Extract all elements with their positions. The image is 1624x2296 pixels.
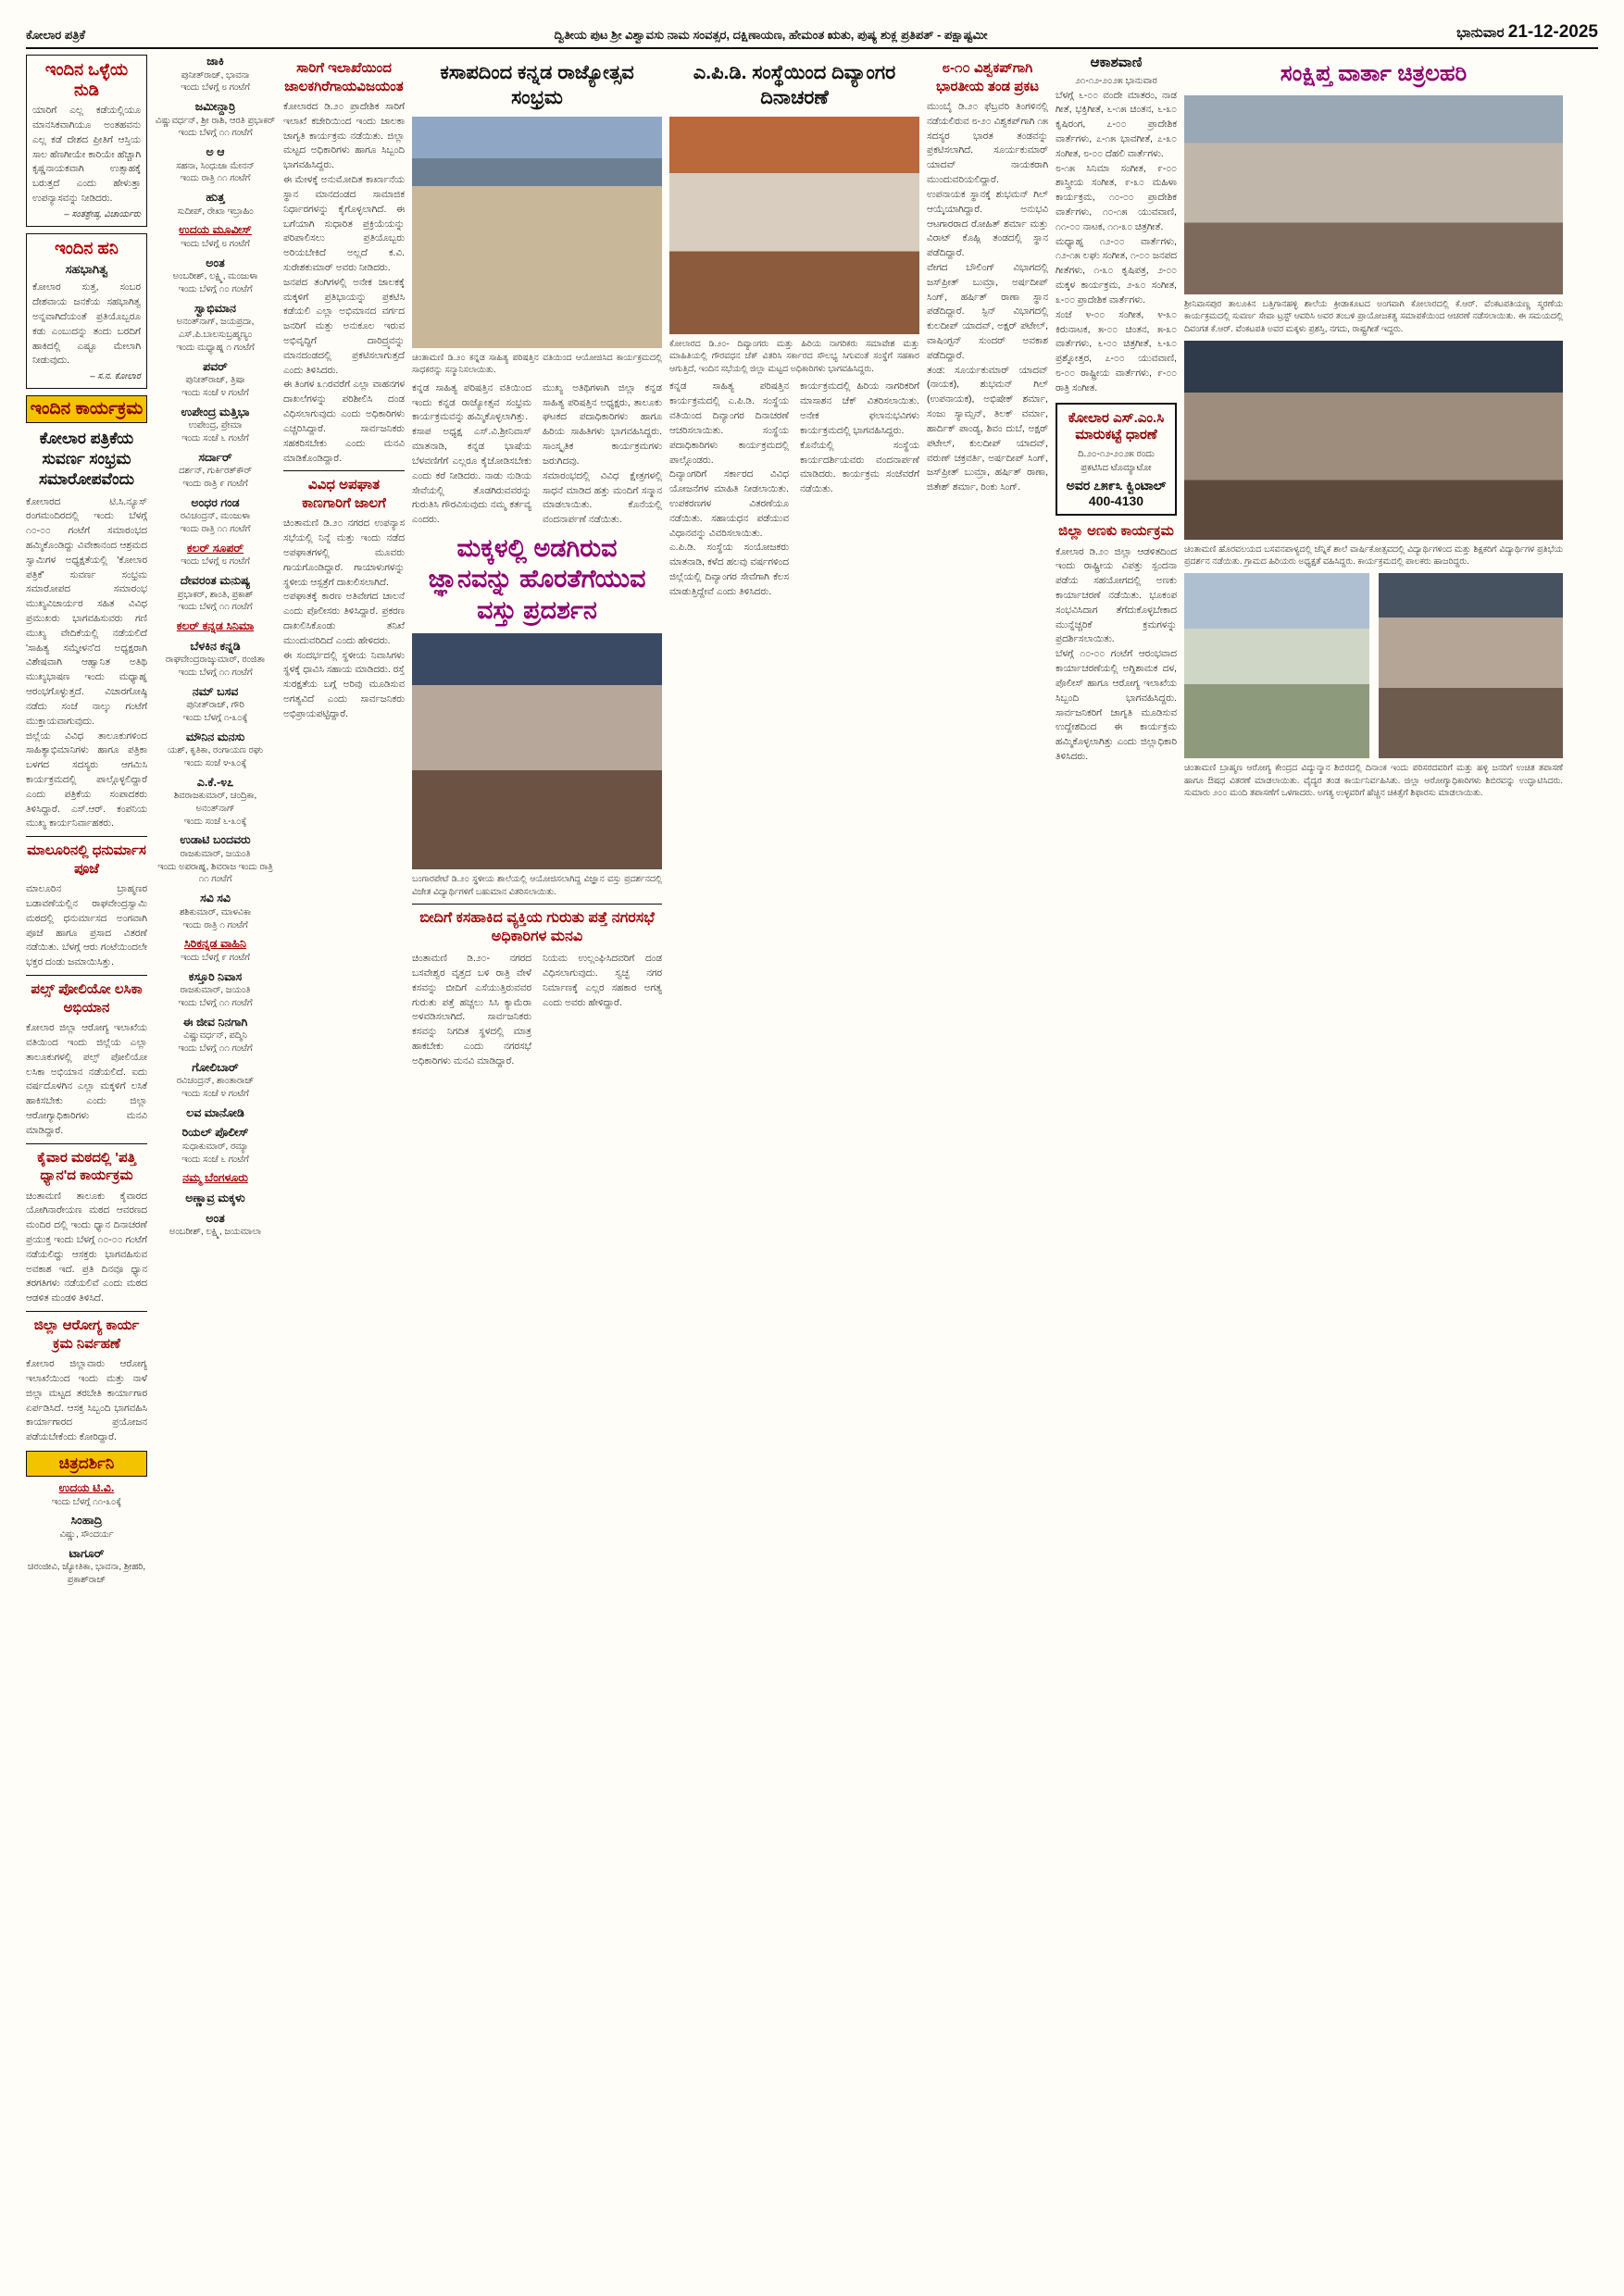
- tv-listing-name: ಕಸ್ತೂರಿ ನಿವಾಸ: [188, 969, 243, 983]
- droplet-title: ಇಂದಿನ ಹನಿ: [55, 238, 119, 257]
- transport-p2: ಈ ಮೇಳಕ್ಕೆ ಅನುಮೋದಿತ ಕಾರ್ಖಾನೆಯ ಸ್ಥಾನ ಮಾನದಂಡದ ಸಾಮಾಜಿಕ ನಿರ್ಧಾರಗಳನ್ನು ಕೈಗೊಳ್ಳಲಾಗಿದೆ. ಈ ಬಗೆಯಾಗಿ ಸುಧಾರಿತ ಪ್ರಕ್ರಿಯೆಯನ್ನು ಪರಿಪಾಲಿಸಲು ಪ್ರತಿಯೊಬ್ಬರು ಅರಿಯಬೇಕಿದೆ ಅಲ್ಲದೆ ಕ.ವಿ. ಸುರೇಶಕುಮಾರ್ ಅವರು ನೀಡಿದರು.: [283, 175, 405, 273]
- tv-listing-name: ಅಣ್ಣಾವ್ರ ಮಕ್ಕಳು: [185, 1191, 245, 1204]
- tv-listing-item: [155, 776, 276, 829]
- tv-listing-name: ಅ ಆ: [206, 145, 225, 159]
- tv-listing-name: ಸವಿ ಸವಿ: [200, 892, 231, 905]
- mock-drill-headline: ಜಿಲ್ಲಾ ಅಣಕು ಕಾರ್ಯಕ್ರಮ: [1058, 523, 1174, 540]
- tv-listing-name: ಕಲರ್ ಕನ್ನಡ ಸಿನಿಮಾ: [176, 619, 255, 632]
- tv-listing-time: ಇಂದು ಬೆಳಗ್ಗೆ ೧೧ ಗಂಟೆಗೆ: [178, 602, 253, 613]
- tv-listing-item: [155, 1192, 276, 1206]
- kaivara-title: ಕೈವಾರ ಮಠದಲ್ಲಿ 'ಪತ್ತಿ ಧ್ಯಾನ'ದ ಕಾರ್ಯಕ್ರಮ: [37, 1149, 136, 1184]
- worldcup-p1: ಮುಂಬೈ ಡಿ.೨೦ ಫೆಬ್ರವರಿ ತಿಂಗಳಿನಲ್ಲಿ ನಡೆಯಲಿರುವ ೮-೨೦ ವಿಶ್ವಕಪ್‌ಗಾಗಿ ೧೫ ಸದಸ್ಯರ ಭಾರತ ತಂಡವನ್ನು ಪ್ರಕಟಿಸಲಾಗಿದೆ. ಸೂರ್ಯಕುಮಾರ್ ಯಾದವ್ ನಾಯಕರಾಗಿ ಮುಂದುವರಿಯಲಿದ್ದಾರೆ.: [927, 102, 1048, 186]
- tv-listing-item: [155, 100, 276, 140]
- column-3: [283, 55, 405, 2258]
- tv-listing-name: ಜಮೀನ್ದಾರ್ರಿ: [194, 100, 236, 114]
- tv-listing-cast: ರವಿಚಂದ್ರನ್, ಮಂಜುಳಾ: [180, 511, 251, 522]
- garbage-headline: ಬೀದಿಗೆ ಕಸಹಾಕಿದ ವ್ಯಕ್ತಿಯ ಗುರುತು ಪತ್ತೆ ನಗರಸಭೆ ಅಧಿಕಾರಿಗಳ ಮನವಿ: [419, 909, 655, 945]
- tv-listing-cast: ಶಶಿಕುಮಾರ್, ಮಾಳವಿಕಾ: [179, 906, 252, 917]
- tv-listing-cast: ಯಶ್, ಕೃತಿಕಾ, ರಂಗಾಯಣ ರಘು: [167, 745, 264, 756]
- tv-listing-item: [155, 406, 276, 445]
- kasapa-p4: ಸಮಾರಂಭದಲ್ಲಿ ವಿವಿಧ ಕ್ಷೇತ್ರಗಳಲ್ಲಿ ಸಾಧನೆ ಮಾಡಿದ ಹತ್ತು ಮಂದಿಗೆ ಸನ್ಮಾನ ಮಾಡಲಾಯಿತು. ಕೊನೆಯಲ್ಲಿ ವಂದನಾರ್ಪಣೆ ನಡೆಯಿತು.: [543, 470, 662, 526]
- tv-listing-name: ಸ್ವಾಭಿಮಾನ: [194, 301, 236, 315]
- tv-movie-cast: ವಿಷ್ಣು, ಸೌಂದರ್ಯ: [59, 1529, 114, 1540]
- tv-listing-item: [155, 1171, 276, 1186]
- apd-headline: ಎ.ಪಿ.ಡಿ. ಸಂಸ್ಥೆಯಿಂದ ದಿವ್ಯಾಂಗರ ದಿನಾಚರಣೆ: [693, 62, 896, 109]
- masthead-right: [1456, 22, 1598, 43]
- health-program-text: ಕೋಲಾರ ಜಿಲ್ಲಾವಾರು ಆರೋಗ್ಯ ಇಲಾಖೆಯಿಂದ ಇಂದು ಮತ್ತು ನಾಳೆ ಜಿಲ್ಲಾ ಮಟ್ಟದ ತರಬೇತಿ ಕಾರ್ಯಾಗಾರ ಏರ್ಪಡಿಸಿದೆ. ಆಸಕ್ತ ಸಿಬ್ಬಂದಿ ಭಾಗವಹಿಸಿ ಕಾರ್ಯಾಗಾರದ ಪ್ರಯೋಜನ ಪಡೆಯಬೇಕೆಂದು ಕೋರಿದ್ದಾರೆ.: [26, 1359, 147, 1443]
- tv-listing-cast: ವಿಷ್ಣುವರ್ಧನ್, ಶ್ರೀ ರಾಶಿ, ಆರತಿ ಪ್ರಭಾಕರ್: [155, 115, 276, 126]
- kasapa-p1: ಕನ್ನಡ ಸಾಹಿತ್ಯ ಪರಿಷತ್ತಿನ ವತಿಯಿಂದ ಇಂದು ಕನ್ನಡ ರಾಜ್ಯೋತ್ಸವ ಸಂಭ್ರಮ ಕಾರ್ಯಕ್ರಮವನ್ನು ಹಮ್ಮಿಕೊಳ್ಳಲಾಗಿತ್ತು.: [412, 382, 531, 423]
- tv-listing-time: ಇಂದು ಬೆಳಗ್ಗೆ ೮ ಗಂಟೆಗೆ: [181, 82, 250, 94]
- garbage-p1: ಚಿಂತಾಮಣಿ ಡಿ.೨೦- ನಗರದ ಬಸವೇಶ್ವರ ವೃತ್ತದ ಬಳಿ ರಾತ್ರಿ ವೇಳೆ ಕಸವನ್ನು ಬೀದಿಗೆ ಎಸೆಯುತ್ತಿರುವವರ ಗುರುತು ಪತ್ತೆ ಹಚ್ಚಲು ಸಿಸಿ ಕ್ಯಾಮೆರಾ ಅಳವಡಿಸಲಾಗಿದೆ. ಸಾರ್ವಜನಿಕರು ಕಸವನ್ನು ನಿಗದಿತ ಸ್ಥಳದಲ್ಲಿ ಮಾತ್ರ ಹಾಕಬೇಕು ಎಂದು ನಗರಸಭೆ ಅಧಿಕಾರಿಗಳು ಮನವಿ ಮಾಡಿದ್ದಾರೆ.: [412, 954, 531, 1067]
- tv-listing-time: ಇಂದು ಸಂಜೆ ೪-೩೦ಕ್ಕೆ: [183, 758, 247, 769]
- good-word-title: ಇಂದಿನ ಒಳ್ಳೆಯ ನುಡಿ: [44, 60, 129, 99]
- gallery-photo-3: [1184, 573, 1369, 758]
- tv-listing-cast: ಅಂಬರೀಶ್, ಲಕ್ಷ್ಮಿ, ಮಂಜುಳಾ: [172, 271, 258, 282]
- kasapa-p2: ಕಸಾಪ ಅಧ್ಯಕ್ಷ ಎಸ್.ವಿ.ಶ್ರೀನಿವಾಸ್ ಮಾತನಾಡಿ, ಕನ್ನಡ ಭಾಷೆಯ ಬೆಳವಣಿಗೆಗೆ ಎಲ್ಲರೂ ಕೈಜೋಡಿಸಬೇಕು ಎಂದು ಕರೆ ನೀಡಿದರು. ನಾಡು ನುಡಿಯ ಸೇವೆಯಲ್ಲಿ ತೊಡಗಿರುವವರನ್ನು ಗುರುತಿಸಿ ಗೌರವಿಸುವುದು ನಮ್ಮ ಕರ್ತವ್ಯ ಎಂದರು.: [412, 427, 531, 526]
- maluru-pooja-text: ಮಾಲೂರಿನ ಬ್ರಾಹ್ಮಣರ ಬಡಾವಣೆಯಲ್ಲಿನ ರಾಘವೇಂದ್ರಸ್ವಾಮಿ ಮಠದಲ್ಲಿ ಧನುರ್ಮಾಸದ ಅಂಗವಾಗಿ ಪೂಜೆ ಹಾಗೂ ಪ್ರಸಾದ ವಿತರಣೆ ನಡೆಯಿತು. ಬೆಳಗ್ಗೆ ಆರು ಗಂಟೆಯಿಂದಲೇ ಭಕ್ತರ ದಂಡು ಜಮಾಯಿಸಿತ್ತು.: [26, 884, 147, 968]
- tv-listing-item: [155, 1061, 276, 1101]
- exhibition-photo: [412, 633, 662, 869]
- exhibition-photo-caption: ಬಂಗಾರಪೇಟೆ ಡಿ.೨೦ ಸ್ಥಳೀಯ ಶಾಲೆಯಲ್ಲಿ ಆಯೋಜಿಸಲಾಗಿದ್ದ ವಿಜ್ಞಾನ ವಸ್ತು ಪ್ರದರ್ಶನದಲ್ಲಿ ವಿಜೇತ ವಿದ್ಯಾರ್ಥಿಗಳಿಗೆ ಬಹುಮಾನ ವಿತರಿಸಲಾಯಿತು.: [412, 873, 662, 896]
- tv-listing-name: ಉದಯ ಮೂವೀಸ್: [179, 223, 252, 237]
- tv-time: ಇಂದು ಬೆಳಗ್ಗೆ ೧೧-೩೦ಕ್ಕೆ: [51, 1496, 122, 1507]
- tv-listing-name: ಹುತ್ತ: [206, 191, 225, 205]
- tv-listing-time: ಇಂದು ಬೆಳಗ್ಗೆ ೧೧ ಗಂಟೆಗೆ: [178, 667, 253, 678]
- tv-listing-cast: ರಾಘವೇಂದ್ರರಾಜ್ಕುಮಾರ್, ರಂಜಿತಾ: [165, 655, 266, 666]
- tv-listing-cast: ದರ್ಶನ್, ಗುರ್ಕಿರತ್‌ಕೌರ್: [179, 466, 252, 477]
- tv-listing-cast: ಸಹನಾ, ಸಿಂಧುಜಾ ಮೇನನ್: [176, 160, 255, 171]
- tv-listing-cast: ಶಿವರಾಜಕುಮಾರ್, ಚಂದ್ರಿಕಾ, ಅನಂತ್‌ನಾಗ್: [173, 791, 257, 815]
- tv-listing-cast: ಉಪೇಂದ್ರ, ಪ್ರೇಮಾ: [188, 420, 243, 431]
- tv-movie-tagore: [26, 1547, 147, 1587]
- tv-listing-name: ಅಂತ: [206, 256, 225, 269]
- mock-drill-p1: ಕೋಲಾರ ಡಿ.೨೦ ಜಿಲ್ಲಾ ಆಡಳಿತದಿಂದ ಇಂದು ರಾಷ್ಟ್ರೀಯ ವಿಪತ್ತು ಸ್ಪಂದನಾ ಪಡೆಯ ಸಹಯೋಗದಲ್ಲಿ ಅಣಕು ಕಾರ್ಯಾಚರಣೆ ನಡೆಯಿತು. ಭೂಕಂಪ ಸಂಭವಿಸಿದಾಗ ತೆಗೆದುಕೊಳ್ಳಬೇಕಾದ ಮುನ್ನೆಚ್ಚರಿಕೆ ಕ್ರಮಗಳನ್ನು ಪ್ರದರ್ಶಿಸಲಾಯಿತು.: [1056, 546, 1177, 645]
- tv-listing-cast: ರಾಜಕುಮಾರ್, ಜಯಂತಿ: [180, 849, 251, 860]
- apd-photo-caption: ಕೋಲಾರದ ಡಿ.೨೦- ದಿವ್ಯಾಂಗರು ಮತ್ತು ಹಿರಿಯ ನಾಗರಿಕರು ಸಮಾವೇಶ ಮತ್ತು ಮಾಹಿತಿಯಲ್ಲಿ ಗೌರವಧನ ಚೆಕ್ ವಿತರಿಸಿ ಸರ್ಕಾರದ ಸೌಲಭ್ಯ ಸಿಗುವಂತೆ ಸಂಸ್ಥೆಗೆ ಸಹಕಾರ ಆಗುತ್ತಿದೆ, ಇಂದಿನ ಸಭೆಯಲ್ಲಿ ಜಿಲ್ಲಾ ಮಟ್ಟದ ಅಧಿಕಾರಿಗಳು ಭಾಗವಹಿಸಿದ್ದರು.: [669, 337, 919, 373]
- tv-listing-time: ಇಂದು ಸಂಜೆ ೪ ಗಂಟೆಗೆ: [181, 387, 249, 398]
- market-rates-box: [1056, 403, 1177, 517]
- tv-listing-name: ಕಲರ್ ಸೂಪರ್: [186, 541, 244, 555]
- page-grid: [26, 55, 1598, 2258]
- tv-listing-name: ಲವ ಮಾನೋಡಿ: [186, 1105, 244, 1119]
- tv-listing-item: [155, 574, 276, 614]
- tv-listing-item: [155, 892, 276, 931]
- gallery-photo-1: [1184, 95, 1563, 294]
- good-word-box: [26, 55, 147, 227]
- tv-listing-time: ಇಂದು ಬೆಳಗ್ಗೆ ೧-೩೦ಕ್ಕೆ: [182, 712, 248, 723]
- tv-listing-cast: ಪುನೀತ್‌ರಾಜ್, ಗೌರಿ: [186, 700, 244, 711]
- column-2-tv-listings: [155, 55, 276, 2258]
- tv-listing-cast: ಸುದೀಪ್, ರೇಖಾ ಇಬ್ರಾಹಿಂ: [177, 206, 254, 217]
- apd-p1: ಕನ್ನಡ ಸಾಹಿತ್ಯ ಪರಿಷತ್ತಿನ ಕಾರ್ಯಕ್ರಮದಲ್ಲಿ ಎ.ಪಿ.ಡಿ. ಸಂಸ್ಥೆಯ ವತಿಯಿಂದ ದಿವ್ಯಾಂಗರ ದಿನಾಚರಣೆ ಆಚರಿಸಲಾಯಿತು. ಸಂಸ್ಥೆಯ ಪದಾಧಿಕಾರಿಗಳು ಕಾರ್ಯಕ್ರಮದಲ್ಲಿ ಪಾಲ್ಗೊಂಡರು.: [669, 381, 789, 466]
- transport-headline: ಸಾರಿಗೆ ಇಲಾಖೆಯಿಂದ ಜಾಲಕಗಿರೆಗಾಯವಿಜಯಂತ: [284, 60, 404, 94]
- tv-listing-item: [155, 360, 276, 400]
- tv-listing-cast: ಅಂಬರೀಶ್, ಲಕ್ಷ್ಮಿ, ಜಯಮಾಲಾ: [169, 1227, 262, 1238]
- masthead-date: 21-12-2025: [1507, 22, 1598, 42]
- tv-listing-time: ಇಂದು ಬೆಳಗ್ಗೆ ೧೧ ಗಂಟೆಗೆ: [178, 997, 253, 1008]
- tv-listing-item: [155, 55, 276, 94]
- market-rates-date: ದಿ.೨೦-೧೨-೨೦೨೫ ರಂದು ಪ್ರಕಟಿಸಿದ ಟೊಮ್ಯಾಟೋ: [1078, 449, 1155, 474]
- tv-listing-cast: ಪ್ರಭಾಕರ್, ಶಾಂತಿ, ಪ್ರಕಾಶ್: [177, 589, 254, 600]
- tv-listing-time: ಇಂದು ಬೆಳಗ್ಗೆ ೧೧ ಗಂಟೆಗೆ: [178, 128, 253, 139]
- tv-listing-item: [155, 302, 276, 355]
- gallery-photo-2: [1184, 341, 1563, 540]
- tv-listing-cast: ರವಿಚಂದ್ರನ್, ಶಾಂತಾರಾಜ್: [176, 1076, 255, 1087]
- tv-movie-simhadri: [26, 1514, 147, 1541]
- kasapa-headline: ಕಸಾಪದಿಂದ ಕನ್ನಡ ರಾಜ್ಯೋತ್ಸವ ಸಂಭ್ರಮ: [440, 62, 634, 109]
- tv-listing-time: ಇಂದು ರಾತ್ರಿ ೯ ಗಂಟೆಗೆ: [182, 478, 248, 489]
- tv-listing-item: [155, 256, 276, 296]
- tv-listing-item: [155, 640, 276, 680]
- program-text-2: ಜಿಲ್ಲೆಯ ವಿವಿಧ ತಾಲೂಕುಗಳಿಂದ ಸಾಹಿತ್ಯಾಭಿಮಾನಿಗಳು ಹಾಗೂ ಪತ್ರಿಕಾ ಬಳಗದ ಸದಸ್ಯರು ಆಗಮಿಸಿ ಕಾರ್ಯಕ್ರಮದಲ್ಲಿ ಪಾಲ್ಗೊಳ್ಳಲಿದ್ದಾರೆ ಎಂದು ಪತ್ರಿಕೆಯ ಸಂಪಾದಕರು ತಿಳಿಸಿದ್ದಾರೆ. ಎಸ್.ಆರ್. ಕಂಪನಿಯ ಮುಖ್ಯ ಕಾರ್ಯನಿರ್ವಾಹಕರು.: [26, 730, 147, 830]
- tv-listing-name: ಸಿರಿಕನ್ನಡ ವಾಹಿನಿ: [184, 937, 246, 951]
- radio-p3: ಮಧ್ಯಾಹ್ನ ೧೨-೦೦ ವಾರ್ತೆಗಳು, ೧೨-೧೫ ಲಘು ಸಂಗೀತ, ೧-೦೦ ಜನಪದ ಗೀತೆಗಳು, ೧-೩೦ ಕೃಷಿಪತ್ರ, ೨-೦೦ ಮಕ್ಕಳ ಕಾರ್ಯಕ್ರಮ, ೨-೩೦ ಸಂಗೀತ, ೩-೦೦ ಪ್ರಾದೇಶಿಕ ವಾರ್ತೆಗಳು.: [1056, 236, 1177, 306]
- maluru-pooja-title: ಮಾಲೂರಿನಲ್ಲಿ ಧನುರ್ಮಾಸ ಪೂಜೆ: [27, 842, 146, 877]
- droplet-sign: – ಸ.ನ. ಕೋಲಾರ: [90, 371, 141, 382]
- tv-listing-item: [155, 685, 276, 725]
- mock-drill-p2: ಬೆಳಗ್ಗೆ ೧೦-೦೦ ಗಂಟೆಗೆ ಆರಂಭವಾದ ಕಾರ್ಯಾಚರಣೆಯಲ್ಲಿ ಅಗ್ನಿಶಾಮಕ ದಳ, ಪೊಲೀಸ್ ಹಾಗೂ ಆರೋಗ್ಯ ಇಲಾಖೆಯ ಸಿಬ್ಬಂದಿ ಭಾಗವಹಿಸಿದ್ದರು. ಸಾರ್ವಜನಿಕರಿಗೆ ಜಾಗೃತಿ ಮೂಡಿಸುವ ಉದ್ದೇಶದಿಂದ ಈ ಕಾರ್ಯಕ್ರಮ ಹಮ್ಮಿಕೊಳ್ಳಲಾಗಿತ್ತು ಎಂದು ಜಿಲ್ಲಾಧಿಕಾರಿ ತಿಳಿಸಿದರು.: [1056, 649, 1177, 762]
- column-10-12-gallery: [1184, 55, 1563, 2258]
- gallery-headline: ಸಂಕ್ಷಿಪ್ತ ವಾರ್ತಾ ಚಿತ್ರಲಹರಿ: [1280, 61, 1468, 86]
- programs-banner: ಇಂದಿನ ಕಾರ್ಯಕ್ರಮ: [26, 395, 147, 423]
- tv-listing-name: ರಿಯಲ್ ಪೊಲೀಸ್: [181, 1126, 249, 1140]
- worldcup-headline: ೮-೧೦ ವಿಶ್ವಕಪ್‌ಗಾಗಿ ಭಾರತೀಯ ತಂಡ ಪ್ರಕಟ: [935, 60, 1040, 94]
- apd-p5: ಕೊನೆಯಲ್ಲಿ ಸಂಸ್ಥೆಯ ಕಾರ್ಯದರ್ಶಿಯವರು ವಂದನಾರ್ಪಣೆ ಮಾಡಿದರು. ಕಾರ್ಯಕ್ರಮ ಸಂಜೆವರೆಗೆ ನಡೆಯಿತು.: [800, 440, 919, 495]
- tv-listing-name: ಪವರ್: [203, 359, 228, 373]
- column-4-5: [412, 55, 662, 2258]
- tv-listing-time: ಇಂದು ಸಂಜೆ ೪ ಗಂಟೆಗೆ: [181, 1088, 249, 1099]
- tv-listing-name: ಈ ಜೀವ ನಿನಗಾಗಿ: [182, 1015, 248, 1029]
- tv-listing-cast: ಅನಂತ್‌ನಾಗ್, ಜಯಪ್ರದಾ, ಎಸ್.ಪಿ.ಬಾಲಸುಬ್ರಹ್ಮಣ್ಯಂ: [176, 317, 255, 341]
- column-9: [1056, 55, 1177, 2258]
- tv-listing-cast: ಪುನೀತ್‌ರಾಜ್, ತ್ರಿಷಾ: [185, 375, 245, 386]
- accident-headline: ವಿವಿಧ ಅಪಘಾತ ಕಾಣಗಾರಿಗೆ ಜಾಲಗೆ: [302, 477, 386, 511]
- column-8: [927, 55, 1048, 2258]
- tv-listing-name: ನಮ್ಮ ಬೆಂಗಳೂರು: [182, 1171, 248, 1185]
- masthead-left: ಕೋಲಾರ ಪತ್ರಿಕೆ: [26, 28, 86, 42]
- column-6-7: [669, 55, 919, 2258]
- droplet-subtitle: ಸಹಭಾಗಿತ್ವ: [65, 262, 108, 277]
- gallery-caption-2: ಚಿಂತಾಮಣಿ ಹೊರವಲಯದ ಬಸವನಪಾಳ್ಯದಲ್ಲಿ ಜೆನ್ನಿಕೆ ಶಾಲೆ ವಾರ್ಷಿಕೋತ್ಸವದಲ್ಲಿ ವಿದ್ಯಾರ್ಥಿಗಳಿಂದ ಮತ್ತು ಶಿಕ್ಷಕರಿಗೆ ವಿದ್ಯಾರ್ಥಿಗಳ ಪ್ರತಿಭೆಯ ಪ್ರದರ್ಶನ ನಡೆಯಿತು. ಗ್ರಾಮದ ಹಿರಿಯರು ಅಧ್ಯಕ್ಷತೆ ವಹಿಸಿದ್ದರು. ಕಾರ್ಯಕ್ರಮದಲ್ಲಿ ಪಾಲಕರು ಹಾಜರಿದ್ದರು.: [1184, 543, 1563, 567]
- tv-listing-time: ಇಂದು ಮಧ್ಯಾಹ್ನ ೧ ಗಂಟೆಗೆ: [176, 342, 255, 353]
- tv-guide-banner: ಚಿತ್ರದರ್ಶಿನಿ: [26, 1451, 147, 1477]
- radio-date: ೨೧-೧೨-೨೦೨೫ ಭಾನುವಾರ: [1075, 76, 1157, 86]
- kaivara-text: ಚಿಂತಾಮಣಿ ತಾಲೂಕು ಕೈವಾರದ ಯೋಗಿನಾರೇಯಣ ಮಠದ ಆವರಣದ ಮಂದಿರ ದಲ್ಲಿ ಇಂದು ಧ್ಯಾನ ದಿನಾಚರಣೆ ಪ್ರಯುಕ್ತ ಇಂದು ಬೆಳಗ್ಗೆ ೧೦-೦೦ ಗಂಟೆಗೆ ನಡೆಯಲಿದ್ದು ಆಸಕ್ತರು ಭಾಗವಹಿಸುವ ಅವಕಾಶ ಇದೆ. ಪ್ರತಿ ದಿನವೂ ಧ್ಯಾನ ತರಗತಿಗಳು ನಡೆಯಲಿವೆ ಎಂದು ಮಠದ ಆಡಳಿತ ಮಂಡಳಿ ತಿಳಿಸಿದೆ.: [26, 1191, 147, 1304]
- tv-listing-item: [155, 1212, 276, 1239]
- gallery-caption-3: ಚಿಂತಾಮಣಿ ಬ್ರಾಹ್ಮಣ ಆರೋಗ್ಯ ಕೇಂದ್ರದ ವಿದ್ಯುನ್ಮಾನ ಶಿಬಿರದಲ್ಲಿ ದಿನಾಂಕ ಇಂದು ಪರಿಸರದವರಿಗೆ ಮತ್ತು ಹಳ್ಳಿ ಜನರಿಗೆ ಉಚಿತ ತಪಾಸಣೆ ಹಾಗೂ ಔಷಧ ವಿತರಣೆ ಮಾಡಲಾಯಿತು. ವೈದ್ಯರ ತಂಡ ಕಾರ್ಯನಿರ್ವಹಿಸಿತು. ಜಿಲ್ಲಾ ಆರೋಗ್ಯಾಧಿಕಾರಿಗಳು ಶಿಬಿರವನ್ನು ಉದ್ಘಾಟಿಸಿದರು. ಸುಮಾರು ೨೦೦ ಮಂದಿ ತಪಾಸಣೆಗೆ ಒಳಗಾದರು. ಅಗತ್ಯ ಉಳ್ಳವರಿಗೆ ಹೆಚ್ಚಿನ ಚಿಕಿತ್ಸೆಗೆ ಶಿಫಾರಸು ಮಾಡಲಾಯಿತು.: [1184, 761, 1563, 798]
- tv-listing-name: ಎ.ಕೆ.-೪೭: [196, 775, 234, 789]
- tv-listing-item: [155, 451, 276, 491]
- kasapa-p3: ಮುಖ್ಯ ಅತಿಥಿಗಳಾಗಿ ಜಿಲ್ಲಾ ಕನ್ನಡ ಸಾಹಿತ್ಯ ಪರಿಷತ್ತಿನ ಅಧ್ಯಕ್ಷರು, ತಾಲೂಕು ಘಟಕದ ಪದಾಧಿಕಾರಿಗಳು ಹಾಗೂ ಹಿರಿಯ ಸಾಹಿತಿಗಳು ಭಾಗವಹಿಸಿದ್ದರು. ಸಾಂಸ್ಕೃತಿಕ ಕಾರ್ಯಕ್ರಮಗಳು ಜರುಗಿದವು.: [543, 382, 662, 467]
- tv-listing-time: ಇಂದು ಸಂಜೆ ೬ ಗಂಟೆಗೆ: [181, 432, 249, 443]
- accident-p2: ಅಪಘಾತಕ್ಕೆ ಕಾರಣ ಅತಿವೇಗದ ಚಾಲನೆ ಎಂದು ಪೊಲೀಸರು ತಿಳಿಸಿದ್ದಾರೆ. ಪ್ರಕರಣ ದಾಖಲಿಸಿಕೊಂಡು ತನಿಖೆ ಮುಂದುವರಿದಿದೆ ಎಂದು ಹೇಳಿದರು.: [283, 592, 405, 646]
- polio-text: ಕೋಲಾರ ಜಿಲ್ಲಾ ಆರೋಗ್ಯ ಇಲಾಖೆಯ ವತಿಯಿಂದ ಇಂದು ಜಿಲ್ಲೆಯ ಎಲ್ಲಾ ತಾಲೂಕುಗಳಲ್ಲಿ ಪಲ್ಸ್ ಪೋಲಿಯೋ ಲಸಿಕಾ ಅಭಿಯಾನ ನಡೆಯಲಿದೆ. ಐದು ವರ್ಷದೊಳಗಿನ ಎಲ್ಲಾ ಮಕ್ಕಳಿಗೆ ಲಸಿಕೆ ಹಾಕಿಸಬೇಕು ಎಂದು ಜಿಲ್ಲಾ ಆರೋಗ್ಯಾಧಿಕಾರಿಗಳು ಮನವಿ ಮಾಡಿದ್ದಾರೆ.: [26, 1023, 147, 1136]
- tv-listing-time: ಇಂದು ಬೆಳಗ್ಗೆ ೮ ಗಂಟೆಗೆ: [181, 239, 250, 250]
- transport-p4: ಈ ತಿಂಗಳ ೩೧ರವರೆಗೆ ಎಲ್ಲಾ ವಾಹನಗಳ ದಾಖಲೆಗಳನ್ನು ಪರಿಶೀಲಿಸಿ ದಂಡ ವಿಧಿಸಲಾಗುವುದು ಎಂದು ಅಧಿಕಾರಿಗಳು ಎಚ್ಚರಿಸಿದ್ದಾರೆ. ಸಾರ್ವಜನಿಕರು ಸಹಕರಿಸಬೇಕು ಎಂದು ಮನವಿ ಮಾಡಿಕೊಂಡಿದ್ದಾರೆ.: [283, 380, 405, 464]
- tv-listing-name: ಜಾಕಿ: [206, 55, 224, 68]
- apd-photo: [669, 117, 919, 334]
- exhibition-headline: ಮಕ್ಕಳಲ್ಲಿ ಅಡಗಿರುವ ಜ್ಞಾನವನ್ನು ಹೊರತೆಗೆಯುವ ವಸ್ತು ಪ್ರದರ್ಶನ: [428, 533, 646, 624]
- market-rates-value: ಅವರ ೭೫೯೩ ಕ್ವಿಂಟಾಲ್ 400-4130: [1066, 478, 1167, 509]
- apd-p3: ಎ.ಪಿ.ಡಿ. ಸಂಸ್ಥೆಯ ಸಂಯೋಜಕರು ಮಾತನಾಡಿ, ಕಳೆದ ಹಲವು ವರ್ಷಗಳಿಂದ ಜಿಲ್ಲೆಯಲ್ಲಿ ದಿವ್ಯಾಂಗರ ಸೇವೆಗಾಗಿ ಕೆಲಸ ಮಾಡುತ್ತಿದ್ದೇವೆ ಎಂದು ತಿಳಿಸಿದರು.: [669, 543, 789, 597]
- tv-listing-item: [155, 970, 276, 1010]
- tv-listing-item: [155, 145, 276, 185]
- tv-listing-time: ಇಂದು ಬೆಳಗ್ಗೆ ೯ ಗಂಟೆಗೆ: [181, 952, 250, 963]
- gallery-photo-4: [1379, 573, 1564, 758]
- tv-listing-name: ಉಪೇಂದ್ರ ಮತ್ತಿಭಾ: [181, 405, 250, 418]
- tv-listing-name: ಅಂಧರ ಗಂಡ: [191, 495, 240, 509]
- tv-listing-name: ಗೋಲಿಬಾರ್: [192, 1060, 239, 1074]
- tv-listing-item: [155, 937, 276, 964]
- tv-movie-cast: ಚಿರಂಜೀವಿ, ಜ್ಯೋತಿಕಾ, ಭಾವನಾ, ಶ್ರೀಹರಿ, ಪ್ರಕಾಶ್‌ರಾಜ್: [27, 1562, 146, 1585]
- tv-listing-name: ದೇವರಂತ ಮನುಷ್ಯ: [180, 573, 251, 587]
- transport-p1: ಕೋಲಾರದ ಡಿ.೨೦ ಪ್ರಾದೇಶಿಕ ಸಾರಿಗೆ ಇಲಾಖೆ ಕಚೇರಿಯಿಂದ ಇಂದು ಜಾಲಕಾ ಜಾಗೃತಿ ಕಾರ್ಯಕ್ರಮ ನಡೆಯಿತು. ಜಿಲ್ಲಾ ಮಟ್ಟದ ಅಧಿಕಾರಿಗಳು ಹಾಗೂ ಸಿಬ್ಬಂದಿ ಭಾಗವಹಿಸಿದ್ದರು.: [283, 102, 405, 171]
- garbage-p2: ನಿಯಮ ಉಲ್ಲಂಘಿಸಿದವರಿಗೆ ದಂಡ ವಿಧಿಸಲಾಗುವುದು. ಸ್ವಚ್ಛ ನಗರ ನಿರ್ಮಾಣಕ್ಕೆ ಎಲ್ಲರ ಸಹಕಾರ ಅಗತ್ಯ ಎಂದು ಅವರು ಹೇಳಿದ್ದಾರೆ.: [543, 954, 662, 1008]
- tv-listing-time: ಇಂದು ಅಪರಾಹ್ನ, ಶಿವರಾಜ ಇಂದು ರಾತ್ರಿ ೧೧ ಗಂಟೆಗೆ: [157, 861, 273, 885]
- tv-listing-item: [155, 223, 276, 250]
- worldcup-p3: ವೇಗದ ಬೌಲಿಂಗ್ ವಿಭಾಗದಲ್ಲಿ ಜಸ್‌ಪ್ರೀತ್ ಬುಮ್ರಾ, ಅರ್ಷದೀಪ್ ಸಿಂಗ್, ಹರ್ಷಿತ್ ರಾಣಾ ಸ್ಥಾನ ಪಡೆದಿದ್ದಾರೆ. ಸ್ಪಿನ್ ವಿಭಾಗದಲ್ಲಿ ಕುಲದೀಪ್ ಯಾದವ್, ಅಕ್ಷರ್ ಪಟೇಲ್, ವಾಷಿಂಗ್ಟನ್ ಸುಂದರ್ ಅವಕಾಶ ಪಡೆದಿದ್ದಾರೆ.: [927, 262, 1048, 361]
- tv-listing-time: ಇಂದು ಬೆಳಗ್ಗೆ ೧೧ ಗಂಟೆಗೆ: [178, 1042, 253, 1054]
- tv-listing-item: [155, 191, 276, 218]
- tv-listing-item: [155, 1106, 276, 1121]
- tv-listing-item: [155, 1016, 276, 1055]
- apd-p4: ಕಾರ್ಯಕ್ರಮದಲ್ಲಿ ಹಿರಿಯ ನಾಗರಿಕರಿಗೆ ಮಾಸಾಶನ ಚೆಕ್ ವಿತರಿಸಲಾಯಿತು. ಅನೇಕ ಫಲಾನುಭವಿಗಳು ಕಾರ್ಯಕ್ರಮದಲ್ಲಿ ಭಾಗವಹಿಸಿದ್ದರು.: [800, 381, 919, 436]
- masthead: [26, 22, 1598, 49]
- worldcup-squad: ತಂಡ: ಸೂರ್ಯಕುಮಾರ್ ಯಾದವ್ (ನಾಯಕ), ಶುಭಮನ್ ಗಿಲ್ (ಉಪನಾಯಕ), ಅಭಿಷೇಕ್ ಶರ್ಮಾ, ಸಂಜು ಸ್ಯಾಮ್ಸನ್, ತಿಲಕ್ ವರ್ಮಾ, ಹಾರ್ದಿಕ್ ಪಾಂಡ್ಯ, ಶಿವಂ ದುಬೆ, ಅಕ್ಷರ್ ಪಟೇಲ್, ಕುಲದೀಪ್ ಯಾದವ್, ವರುಣ್ ಚಕ್ರವರ್ತಿ, ಅರ್ಷದೀಪ್ ಸಿಂಗ್, ಜಸ್‌ಪ್ರೀತ್ ಬುಮ್ರಾ, ಹರ್ಷಿತ್ ರಾಣಾ, ಜಿತೇಶ್ ಶರ್ಮಾ, ರಿಂಕು ಸಿಂಗ್.: [927, 365, 1048, 493]
- tv-listing-name: ಸರ್ದಾರ್: [198, 450, 232, 464]
- tv-listing-cast: ರಾಜಕುಮಾರ್, ಜಯಂತಿ: [180, 985, 251, 996]
- masthead-center: ದ್ವಿತೀಯ ಪುಟ ಶ್ರೀ ವಿಶ್ವಾವಸು ನಾಮ ಸಂವತ್ಸರ, ದಕ್ಷಿಣಾಯಣ, ಹೇಮಂತ ಋತು, ಪುಷ್ಯ ಶುಕ್ಲ ಪ್ರತಿಪತ್ - ಪಕ್ಷಾಷ್ಟಮೀ: [554, 28, 988, 42]
- program-headline: ಕೋಲಾರ ಪತ್ರಿಕೆಯ ಸುವರ್ಣ ಸಂಭ್ರಮ ಸಮಾರೋಪವೆಂದು: [38, 430, 135, 489]
- tv-listing-cast: ವಿಷ್ಣುವರ್ಧನ್, ಪದ್ಮಿನಿ: [183, 1030, 247, 1042]
- kasapa-photo-caption: ಚಿಂತಾಮಣಿ ಡಿ.೨೦ ಕನ್ನಡ ಸಾಹಿತ್ಯ ಪರಿಷತ್ತಿನ ವತಿಯಿಂದ ಆಯೋಜಿಸಿದ ಕಾರ್ಯಕ್ರಮದಲ್ಲಿ ಸಾಧಕರನ್ನು ಸನ್ಮಾನಿಸಲಾಯಿತು.: [412, 351, 662, 375]
- droplet-text: ಕೋಲಾರ ಸುತ್ತ, ಸಂಬರ ದೇಶವಾಯ ಜನಕೆಯ ಸಹಭಾಗಿತ್ವ ಅನ್ನವಾಗಿದೆಯಂತೆ ಪ್ರತಿಯೊಬ್ಬರೂ ಕಡು ಎಂಬುದನ್ನು ತಂದು ಬರದಿಗೆ ಹಾಕಿದಲ್ಲಿ ಎಷ್ಟೂ ಮೇಲಾಗಿ ನೀಡುವುದು.: [32, 282, 141, 367]
- program-text-1: ಕೋಲಾರದ ಟಿ.ಸಿ.ನ್ಯೂಸ್ ರಂಗಮಂದಿರದಲ್ಲಿ ಇಂದು ಬೆಳಗ್ಗೆ ೧೦-೦೦ ಗಂಟೆಗೆ ಸಮಾರಂಭದ ಹಮ್ಮಿಕೊಂಡಿದ್ದು ವಿವೇಕಾನಂದ ಆಶ್ರಮದ ಸ್ವಾಮಿಗಳ ಅಧ್ಯಕ್ಷತೆಯಲ್ಲಿ 'ಕೋಲಾರ ಪತ್ರಿಕೆ' ಸುವರ್ಣ ಸಂಭ್ರಮ ಸಮಾರೋಪದ ಸಮಾರಂಭ ಮುಖ್ಯವಿಚಾರ್ಯರ ಸಹಿತ ವಿವಿಧ ಪ್ರಮುಖರು ಭಾಗವಹಿಸುವರು ಗಣಿ ಮುಖ್ಯ ವೇದಿಕೆಯಲ್ಲಿ ನಡೆಯಲಿದೆ 'ಸಾಹಿತ್ಯ ಸಮ್ಮೇಳನ'ದ ಅಧ್ಯಕ್ಷರಾಗಿ ವಿಶೇಷವಾಗಿ ಆಹ್ವಾನಿತ ಅತಿಥಿ ಮುಖ್ಯಭಾಷಣ ಇಂದು ಮಧ್ಯಾಹ್ನ ಆರಂಭಗೊಳ್ಳುತ್ತದೆ. ವಿಚಾರಗೋಷ್ಠಿ ನಡೆದು ಸಂಜೆ ನಾಲ್ಕು ಗಂಟೆಗೆ ಮುಕ್ತಾಯವಾಗುವುದು.: [26, 496, 147, 727]
- tv-listing-item: [155, 1126, 276, 1166]
- tv-listing-name: ನಮ್ ಬಸವ: [192, 684, 239, 698]
- tv-channel-name: ಉದಯ ಟಿ.ವಿ.: [58, 1480, 115, 1494]
- tv-listing-time: ಇಂದು ರಾತ್ರಿ ೧ ಗಂಟೆಗೆ: [182, 919, 248, 930]
- radio-p4: ಸಂಜೆ ೪-೦೦ ಸಂಗೀತ, ೪-೩೦ ಕಿರುನಾಟಕ, ೫-೦೦ ಚಿಂತನ, ೫-೩೦ ವಾರ್ತೆಗಳು, ೬-೦೦ ಚಿತ್ರಗೀತೆ, ೬-೩೦ ಪ್ರಶ್ನೋತ್ತರ, ೭-೦೦ ಯುವವಾಣಿ, ೮-೦೦ ರಾಷ್ಟ್ರೀಯ ವಾರ್ತೆಗಳು, ೯-೦೦ ರಾತ್ರಿ ಸಂಗೀತ.: [1056, 309, 1177, 393]
- tv-listing-item: [155, 496, 276, 536]
- health-program-title: ಜಿಲ್ಲಾ ಆರೋಗ್ಯ ಕಾರ್ಯ ಕ್ರಮ ನಿರ್ವಹಣೆ: [33, 1317, 140, 1352]
- transport-p3: ಜನಪದ ತಂಗಿಗಳಲ್ಲಿ ಅನೇಕ ಜಾಲಕಕ್ಕೆ ಮಕ್ಕಳಿಗೆ ಪ್ರತಿಭಾಯನ್ನು ಪ್ರಕಟಿಸಿ ಕಡೆಯಲಿ ಎಲ್ಲಾ ಅಭಿಮಾನದ ವರ್ಗದ ಜನರಿಗೆ ಮತ್ತು ಅನುಕೂಲ ಇರುವ ಅಭಿವೃದ್ಧಿಗೆ ದಾರಿದ್ರ್ಯವನ್ನು ಮಾನದಂಡದಲ್ಲಿ ಪ್ರಕಟಿಸಲಾಗುತ್ತದೆ ಎಂದು ತಿಳಿಸಿದರು.: [283, 277, 405, 376]
- tv-listing-list: [155, 55, 276, 1239]
- tv-listing-item: [155, 730, 276, 770]
- droplet-box: [26, 233, 147, 389]
- tv-listing-item: [155, 619, 276, 634]
- tv-listing-name: ಉಡಾಟಿ ಬಂದವರು: [180, 833, 251, 847]
- tv-listing-name: ಬೆಳಕಿನ ಕನ್ನಡಿ: [190, 639, 241, 653]
- tv-movie-name: ಸಿಂಹಾದ್ರಿ: [70, 1514, 103, 1528]
- column-1: [26, 55, 147, 2258]
- tv-listing-time: ಇಂದು ರಾತ್ರಿ ೧೧ ಗಂಟೆಗೆ: [180, 523, 251, 534]
- tv-listing-name: ಅಂತ: [206, 1211, 225, 1225]
- accident-p3: ಈ ಸಂದರ್ಭದಲ್ಲಿ ಸ್ಥಳೀಯ ನಿವಾಸಿಗಳು ಸ್ಥಳಕ್ಕೆ ಧಾವಿಸಿ ಸಹಾಯ ಮಾಡಿದರು. ರಸ್ತೆ ಸುರಕ್ಷತೆಯ ಬಗ್ಗೆ ಅರಿವು ಮೂಡಿಸುವ ಅಗತ್ಯವಿದೆ ಎಂದು ಸಾರ್ವಜನಿಕರು ಅಭಿಪ್ರಾಯಪಟ್ಟಿದ್ದಾರೆ.: [283, 650, 405, 719]
- tv-listing-time: ಇಂದು ಸಂಜೆ ೬ ಗಂಟೆಗೆ: [181, 1154, 249, 1165]
- worldcup-p2: ಉಪನಾಯಕ ಸ್ಥಾನಕ್ಕೆ ಶುಭಮನ್ ಗಿಲ್ ಆಯ್ಕೆಯಾಗಿದ್ದಾರೆ. ಅನುಭವಿ ಆಟಗಾರರಾದ ರೋಹಿತ್ ಶರ್ಮಾ ಮತ್ತು ವಿರಾಟ್ ಕೊಹ್ಲಿ ತಂಡದಲ್ಲಿ ಸ್ಥಾನ ಪಡೆದಿದ್ದಾರೆ.: [927, 189, 1048, 259]
- market-rates-title: ಕೋಲಾರ ಎಸ್.ಎಂ.ಸಿ ಮಾರುಕಟ್ಟೆ ಧಾರಣೆ: [1068, 409, 1165, 443]
- apd-p2: ದಿವ್ಯಾಂಗರಿಗೆ ಸರ್ಕಾರದ ವಿವಿಧ ಯೋಜನೆಗಳ ಮಾಹಿತಿ ನೀಡಲಾಯಿತು. ಉಪಕರಣಗಳ ವಿತರಣೆಯೂ ನಡೆಯಿತು. ಸಹಾಯಧನ ಪಡೆಯುವ ವಿಧಾನವನ್ನು ವಿವರಿಸಲಾಯಿತು.: [669, 469, 789, 539]
- tv-listing-item: [155, 542, 276, 568]
- gallery-caption-1: ಶ್ರೀನಿವಾಸಪುರ ತಾಲೂಕಿನ ಬತ್ತಿಗಾನಹಳ್ಳಿ ಶಾಲೆಯ ಕ್ರೀಡಾಕೂಟದ ಅಂಗವಾಗಿ ಕೋಲಾರದಲ್ಲಿ ಕೆ.ಆರ್. ವೆಂಕಟಪತಿಯಣ್ಣ ಸ್ಮರಣೆಯ ಕಾರ್ಯಕ್ರಮದಲ್ಲಿ ಸುವರ್ಣ ಸೇವಾ ಟ್ರಸ್ಟ್ ಆವರಿಸಿ ಅವರ ತಂಬಳಿ ಪ್ರಾಯೋಜಕತ್ವ ಸಮಾಪಕೆಯಿಂದ ಆಚರಣೆ ನಡೆಸಲಾಯಿತು. ಈ ಸಮಯದಲ್ಲಿ ದಿವಂಗತ ಕೆ.ಆರ್. ವೆಂಕಟಪತಿ ಅವರ ಮಕ್ಕಳು ಪ್ರಶಸ್ತಿ, ನಗದು, ರಾಷ್ಟ್ರಗೀತೆ ಇದ್ದರು.: [1184, 297, 1563, 333]
- radio-title: ಆಕಾಶವಾಣಿ: [1090, 55, 1143, 70]
- radio-p2: ೮-೧೫ ಸಿನಿಮಾ ಸಂಗೀತ, ೯-೦೦ ಶಾಸ್ತ್ರೀಯ ಸಂಗೀತ, ೯-೩೦ ಮಹಿಳಾ ಕಾರ್ಯಕ್ರಮ, ೧೦-೦೦ ಪ್ರಾದೇಶಿಕ ವಾರ್ತೆಗಳು, ೧೦-೧೫ ಯುವವಾಣಿ, ೧೧-೦೦ ನಾಟಕ, ೧೧-೩೦ ಚಿತ್ರಗೀತೆ.: [1056, 163, 1177, 232]
- radio-p1: ಬೆಳಗ್ಗೆ ೬-೦೦ ವಂದೇ ಮಾತರಂ, ನಾಡ ಗೀತೆ, ಭಕ್ತಿಗೀತೆ, ೬-೧೫ ಚಿಂತನ, ೬-೩೦ ಕೃಷಿರಂಗ, ೭-೦೦ ಪ್ರಾದೇಶಿಕ ವಾರ್ತೆಗಳು, ೭-೧೫ ಭಾವಗೀತೆ, ೭-೩೦ ಸಂಗೀತ, ೮-೦೦ ದೆಹಲಿ ವಾರ್ತೆಗಳು.: [1056, 90, 1177, 159]
- tv-listing-name: ಮೌನಿನ ಮನಸು: [185, 730, 245, 743]
- tv-listing-cast: ಸುಧಾಕುಮಾರ್, ರಮ್ಯಾ: [181, 1141, 249, 1152]
- tv-channel-udaya: [26, 1481, 147, 1508]
- tv-listing-time: ಇಂದು ಬೆಳಗ್ಗೆ ೧೦ ಗಂಟೆಗೆ: [178, 284, 253, 295]
- tv-movie-name: ಟಾಗೂರ್: [69, 1546, 105, 1560]
- good-word-text: ಯಾರಿಗೆ ಎಲ್ಲ ಕಡೆಯಲ್ಲಿಯೂ ಮಾನಸಿಕವಾಗಿಯೂ ಅಂತಹವನು ಎಲ್ಲ ಕಡೆ ದೇಶದ ಪ್ರೀತಿಗೆ ಆಸ್ತಿಯ ಸಾಲ ಹೆಣಗೀಯೇ ಕಾರಿಯೇ ಹೆಚ್ಚಾಗಿ ಕೃಷ್ಣನಾಯಕವಾಗಿ ಉತ್ಸಾಹಕ್ಕೆ ಬರುತ್ತದೆ ಎಂದು ಹೇಳುತ್ತಾ ಉಪನ್ಯಾಸವನ್ನು ನೀಡಿದರು.: [32, 106, 141, 205]
- tv-listing-time: ಇಂದು ಸಂಜೆ ೬-೩೦ಕ್ಕೆ: [183, 816, 247, 827]
- kasapa-photo: [412, 117, 662, 348]
- polio-title: ಪಲ್ಸ್ ಪೋಲಿಯೋ ಲಸಿಕಾ ಅಭಿಯಾನ: [31, 981, 143, 1016]
- tv-listing-time: ಇಂದು ಬೆಳಗ್ಗೆ ೮ ಗಂಟೆಗೆ: [181, 556, 250, 568]
- masthead-day: ಭಾನುವಾರ: [1456, 25, 1505, 41]
- good-word-sign: – ಸಂತಶ್ರೇಷ್ಠ, ವಿಚಾರ್ಯರು: [64, 208, 141, 219]
- tv-listing-time: ಇಂದು ರಾತ್ರಿ ೧೧ ಗಂಟೆಗೆ: [180, 173, 251, 184]
- accident-p1: ಚಿಂತಾಮಣಿ ಡಿ.೨೦ ನಗರದ ಉಪನ್ಯಾಸ ಸಭೆಯಲ್ಲಿ ನಿನ್ನೆ ಮತ್ತು ಇಂದು ನಡೆದ ಅಪಘಾತಗಳಲ್ಲಿ ಮೂವರು ಗಾಯಗೊಂಡಿದ್ದಾರೆ. ಗಾಯಾಳುಗಳನ್ನು ಸ್ಥಳೀಯ ಆಸ್ಪತ್ರೆಗೆ ದಾಖಲಿಸಲಾಗಿದೆ.: [283, 518, 405, 588]
- tv-listing-cast: ಪುನೀತ್‌ರಾಜ್, ಭಾವನಾ: [181, 69, 250, 81]
- tv-listing-item: [155, 833, 276, 886]
